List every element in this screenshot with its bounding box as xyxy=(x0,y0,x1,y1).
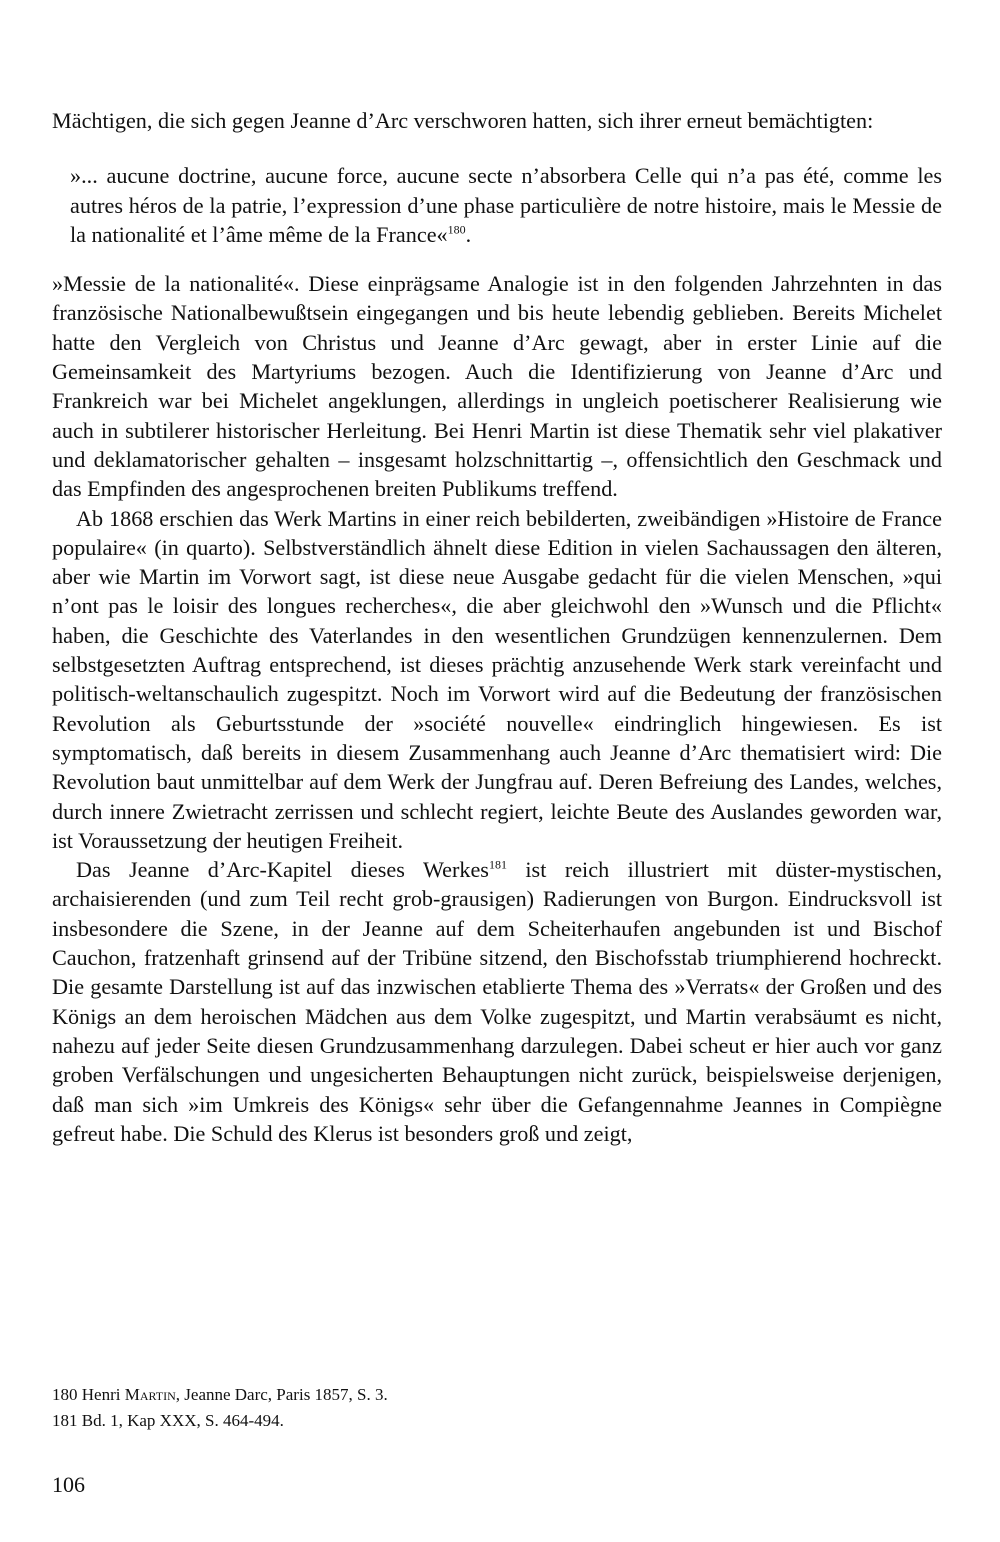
paragraph-3: Ab 1868 erschien das Werk Martins in einer reich bebilderten, zweibändigen »Histoire de France populaire« (in quarto). Selbstverständlich ähnelt diese Edition in vielen Sachaussagen den älteren, aber wie Martin im Vorwort sagt, ist diese neue Ausgabe gedacht für die vielen Menschen, »qui n’ont pas le loisir des longues recherches«, die aber gleichwohl den »Wunsch und die Pflicht« haben, die Geschichte des Vaterlandes in den wesentlichen Grundzügen kennenzulernen. Dem selbstgesetzten Auftrag entsprechend, ist dieses prächtig anzusehende Werk stark vereinfacht und politisch-weltanschaulich zugespitzt. Noch im Vorwort wird auf die Bedeutung der französischen Revolution als Geburtsstunde der »société nouvelle« eindringlich hingewiesen. Es ist symptomatisch, daß bereits in diesem Zusammenhang auch Jeanne d’Arc thematisiert wird: Die Revolution baut unmittelbar auf dem Werk der Jungfrau auf. Deren Befreiung des Landes, welches, durch innere Zwietracht zerrissen und schlecht regiert, leichte Beute des Auslandes geworden war, ist Voraussetzung der heutigen Freiheit. xyxy=(52,505,942,853)
block-quote xyxy=(70,161,942,249)
quote-text: »... aucune doctrine, aucune force, aucune secte n’absorbera Celle qui n’a pas été, comme les autres héros de la patrie, l’expression d’une phase particulière de notre histoire, mais le Messie de la nationalité et l’âme même de la France« xyxy=(70,163,942,247)
footnote-180-author: Martin xyxy=(124,1385,176,1404)
page-body xyxy=(52,106,942,1148)
footnote-181: 181 Bd. 1, Kap XXX, S. 464-494. xyxy=(52,1411,284,1430)
footnote-ref-181: 181 xyxy=(488,857,507,872)
quote-end: . xyxy=(465,221,472,247)
paragraph-4 xyxy=(52,855,942,1148)
footnote-180-rest: , Jeanne Darc, Paris 1857, S. 3. xyxy=(175,1385,388,1404)
footnote-180 xyxy=(52,1382,942,1408)
paragraph-4-rest: ist reich illustriert mit düster-mystischen, archaisierenden (und zum Teil recht grob-grausigen) Radierungen von Burgon. Eindrucksvoll ist insbesondere die Szene, in der Jeanne auf dem Scheiterhaufen angebunden ist und Bischof Cauchon, fratzenhaft grinsend auf der Tribüne sitzend, den Bischofsstab triumphierend hochreckt. Die gesamte Darstellung ist auf das inzwischen etablierte Thema des »Verrats« der Großen und des Königs an dem heroischen Mädchen aus dem Volke zugespitzt, und Martin verabsäumt es nicht, nahezu auf jeder Seite diesen Grundzusammenhang darzulegen. Dabei scheut er hier auch vor ganz groben Verfälschungen und ungesicherten Behauptungen nicht zurück, beispielsweise derjenigen, daß man sich »im Umkreis des Königs« sehr über die Gefangennahme Jeannes in Compiègne gefreut habe. Die Schuld des Klerus ist besonders groß und zeigt, xyxy=(52,857,942,1146)
footnote-180-prefix: 180 Henri xyxy=(52,1385,125,1404)
paragraph-2: »Messie de la nationalité«. Diese einprägsame Analogie ist in den folgenden Jahrzehnten in das französische Nationalbewußtsein eingegangen und bis heute lebendig geblieben. Bereits Michelet hatte den Vergleich von Christus und Jeanne d’Arc gewagt, aber in erster Linie auf die Gemeinsamkeit des Martyriums bezogen. Auch die Identifizierung von Jeanne d’Arc und Frankreich war bei Michelet angeklungen, allerdings in ungleich poetischerer Realisierung wie auch in subtilerer historischer Herleitung. Bei Henri Martin ist diese Thematik sehr viel plakativer und deklamatorischer gehalten – insgesamt holzschnittartig –, offensichtlich den Geschmack und das Empfinden des angesprochenen breiten Publikums treffend. xyxy=(52,271,942,502)
footnotes xyxy=(52,1382,942,1434)
paragraph-1: Mächtigen, die sich gegen Jeanne d’Arc verschworen hatten, sich ihrer erneut bemächtigten: xyxy=(52,108,874,133)
footnote-ref-180: 180 xyxy=(447,222,466,237)
page-number: 106 xyxy=(52,1472,85,1497)
paragraph-4-start: Das Jeanne d’Arc-Kapitel dieses Werkes xyxy=(76,857,489,883)
